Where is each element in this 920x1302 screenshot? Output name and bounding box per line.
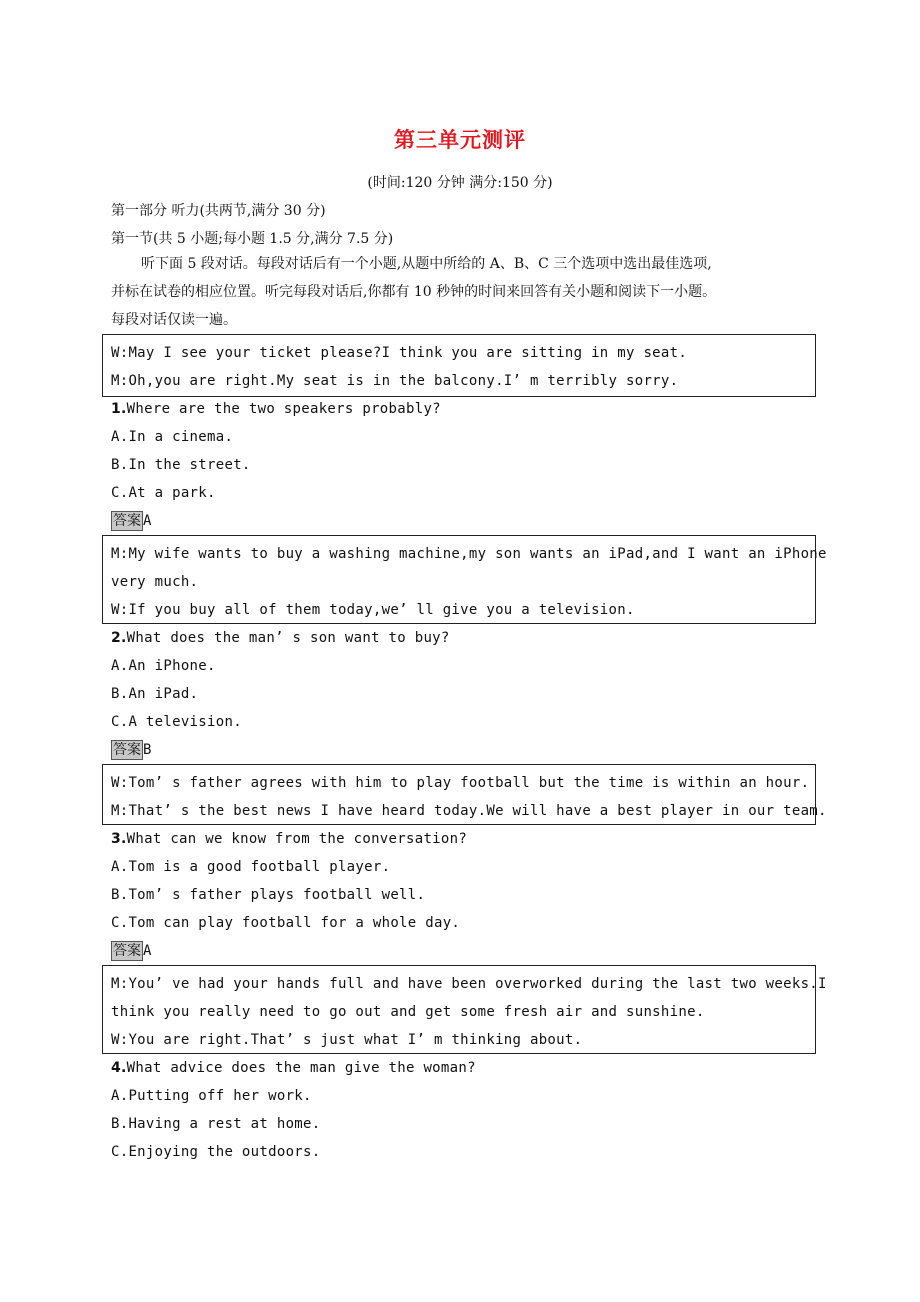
part-heading: 第一部分 听力(共两节,满分 30 分): [111, 203, 326, 219]
question-number: 3.: [111, 831, 127, 847]
question-2: [111, 630, 450, 646]
dialogue-box-1: [102, 334, 816, 397]
answer-tag: 答案: [113, 513, 141, 529]
dialogue-line: W:May I see your ticket please?I think you are sitting in my seat.: [111, 345, 688, 361]
page-title: 第三单元测评: [394, 128, 526, 152]
option-a: A.Putting off her work.: [111, 1088, 312, 1104]
dialogue-box-2: [102, 535, 827, 624]
option-b: B.In the street.: [111, 457, 251, 473]
section-heading: 第一节(共 5 小题;每小题 1.5 分,满分 7.5 分): [111, 231, 394, 247]
option-c: C.Enjoying the outdoors.: [111, 1144, 321, 1160]
option-b: B.Tom’ s father plays football well.: [111, 887, 426, 903]
option-b: B.Having a rest at home.: [111, 1116, 321, 1132]
dialogue-line: M:You’ ve had your hands full and have been overworked during the last two weeks.I: [111, 976, 827, 992]
dialogue-line: think you really need to go out and get some fresh air and sunshine.: [111, 1004, 705, 1020]
option-c: C.Tom can play football for a whole day.: [111, 915, 461, 931]
question-number: 4.: [111, 1060, 127, 1076]
answer-letter: A: [143, 943, 152, 959]
question-text: What advice does the man give the woman?: [126, 1060, 476, 1076]
option-a: A.Tom is a good football player.: [111, 859, 391, 875]
dialogue-box-4: [102, 965, 827, 1054]
exam-time-score: (时间:120 分钟 满分:150 分): [367, 175, 553, 191]
answer-tag: 答案: [113, 943, 141, 959]
answer-1: [111, 511, 151, 531]
dialogue-line: W:You are right.That’ s just what I’ m thinking about.: [111, 1032, 583, 1048]
question-number: 1.: [111, 401, 127, 417]
instruction-line: 每段对话仅读一遍。: [111, 312, 237, 328]
option-a: A.In a cinema.: [111, 429, 234, 445]
instruction-line: 听下面 5 段对话。每段对话后有一个小题,从题中所给的 A、B、C 三个选项中选出最佳选项,: [141, 256, 712, 272]
question-text: Where are the two speakers probably?: [126, 401, 441, 417]
question-text: What does the man’ s son want to buy?: [126, 630, 450, 646]
question-number: 2.: [111, 630, 127, 646]
dialogue-box-3: [102, 764, 827, 825]
question-text: What can we know from the conversation?: [126, 831, 468, 847]
question-4: [111, 1060, 476, 1076]
instruction-line: 并标在试卷的相应位置。听完每段对话后,你都有 10 秒钟的时间来回答有关小题和阅读下一小题。: [111, 284, 717, 300]
question-3: [111, 831, 467, 847]
instructions: [111, 250, 821, 334]
option-b: B.An iPad.: [111, 686, 199, 702]
dialogue-line: M:That’ s the best news I have heard today.We will have a best player in our team.: [111, 803, 827, 819]
dialogue-line: M:Oh,you are right.My seat is in the balcony.I’ m terribly sorry.: [111, 373, 679, 389]
dialogue-line: W:Tom’ s father agrees with him to play football but the time is within an hour.: [111, 775, 810, 791]
dialogue-line: W:If you buy all of them today,we’ ll give you a television.: [111, 602, 635, 618]
answer-tag: 答案: [113, 742, 141, 758]
dialogue-line: very much.: [111, 574, 199, 590]
dialogue-line: M:My wife wants to buy a washing machine,my son wants an iPad,and I want an iPhone: [111, 546, 827, 562]
answer-letter: B: [143, 742, 152, 758]
question-1: [111, 401, 441, 417]
answer-2: [111, 740, 151, 760]
option-c: C.A television.: [111, 714, 242, 730]
answer-3: [111, 941, 151, 961]
answer-letter: A: [143, 513, 152, 529]
option-a: A.An iPhone.: [111, 658, 216, 674]
option-c: C.At a park.: [111, 485, 216, 501]
